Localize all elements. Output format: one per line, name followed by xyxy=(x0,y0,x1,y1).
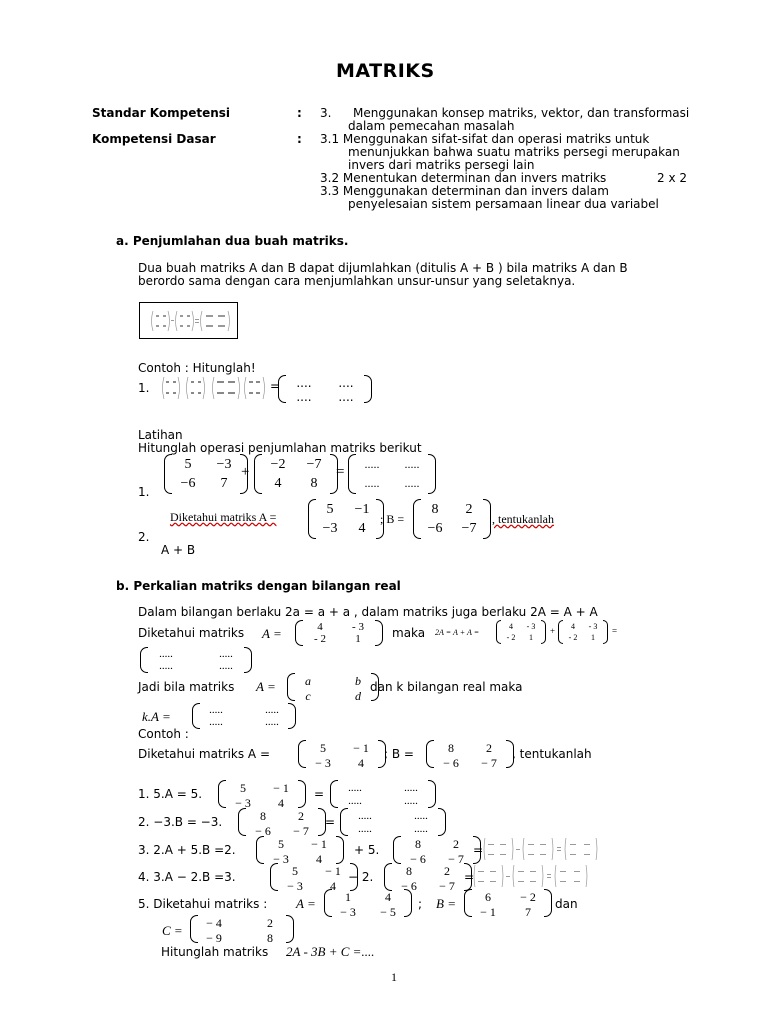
section-b-line2-label: Diketahui matriks xyxy=(138,626,245,640)
q5-a-label: A = xyxy=(296,896,316,911)
matrix-cell: 4 xyxy=(509,622,513,631)
bracket-left xyxy=(218,780,226,808)
matrix-cell: −6 xyxy=(180,475,196,491)
bracket-right xyxy=(428,454,436,494)
matrix-cell: − 3 xyxy=(287,879,303,893)
bracket-left xyxy=(308,499,316,539)
matrix-cell: − 9 xyxy=(206,931,222,945)
q2-equals: = xyxy=(325,815,336,829)
matrix-cell: 4 xyxy=(330,879,336,893)
matrix-cell: - 2 xyxy=(568,633,578,642)
section-a-para-line1: Dua buah matriks A dan B dapat dijumlahkan (ditulis A + B ) bila matriks A dan B xyxy=(138,261,628,275)
bracket-left xyxy=(278,375,286,403)
matrix-cell: 1 xyxy=(355,633,361,645)
q2-answer xyxy=(340,808,446,836)
matrix-cells xyxy=(563,620,603,644)
matrix-cell: ..... xyxy=(358,809,372,822)
matrix-cell: ..... xyxy=(219,660,233,672)
matrix-cell: 5 xyxy=(278,837,284,851)
exercise-1-matrix-1 xyxy=(164,454,248,494)
matrix-cell: − 2 xyxy=(520,890,536,904)
matrix-cell: ..... xyxy=(159,660,173,672)
matrix-cells xyxy=(434,740,506,768)
ka-dots-matrix xyxy=(192,703,296,729)
bracket-right xyxy=(244,647,252,673)
section-a-heading: a. Penjumlahan dua buah matriks. xyxy=(116,234,349,248)
q1-equals: = xyxy=(314,787,325,801)
bracket-left xyxy=(270,863,278,891)
bracket-left xyxy=(393,836,401,864)
matrix-cell: 8 xyxy=(406,864,412,878)
exercise-1-matrix-2 xyxy=(254,454,338,494)
q4-matrix-b xyxy=(384,863,475,893)
matrix-cell: 5 xyxy=(292,864,298,878)
matrix-cells xyxy=(278,863,350,891)
kd1-line2: menunjukkan bahwa suatu matriks persegi merupakan xyxy=(348,145,680,159)
bracket-left xyxy=(256,836,264,864)
kd3-line1: 3.3 Menggunakan determinan dan invers dalam xyxy=(320,184,609,198)
kd3-line2: penyelesaian sistem persamaan linear dua variabel xyxy=(348,197,659,211)
dots-matrix xyxy=(140,647,252,673)
q5-c-label: C = xyxy=(162,923,183,938)
bracket-left xyxy=(426,740,434,768)
q3-plus-5: + 5. xyxy=(354,843,380,857)
matrix-cells xyxy=(472,889,544,917)
matrix-cell: 5 xyxy=(240,781,246,795)
matrix-cells xyxy=(264,836,336,864)
matrix-cell: 8 xyxy=(267,931,273,945)
matrix-cell: ..... xyxy=(209,704,223,716)
bracket-left xyxy=(324,889,332,917)
matrix-cell: 1 xyxy=(591,633,595,642)
matrix-cell: .... xyxy=(296,376,312,390)
matrix-cell: −2 xyxy=(270,456,286,472)
matrix-cell: 1 xyxy=(529,633,533,642)
bracket-left xyxy=(140,647,148,673)
matrix-cells xyxy=(306,740,378,768)
latihan-label: Latihan xyxy=(138,428,183,442)
contoh-label: Contoh : xyxy=(138,727,189,741)
bracket-right xyxy=(336,836,344,864)
bracket-right xyxy=(286,915,294,943)
matrix-cell: 4 xyxy=(358,756,364,770)
matrix-cell: 5 xyxy=(326,501,334,517)
formula-figure-box xyxy=(139,302,238,339)
q3-equals: = xyxy=(473,843,484,857)
expr-2a: 2A = A + A = xyxy=(435,628,480,637)
exercise-2-number: 2. xyxy=(138,530,150,544)
matrix-cell: −3 xyxy=(322,520,338,536)
diketahui-text: Diketahui matriks A = xyxy=(138,747,271,761)
matrix-cell: ..... xyxy=(348,781,362,794)
matrix-cell: 6 xyxy=(485,890,491,904)
kd2-size: 2 x 2 xyxy=(657,171,687,185)
page-number: 1 xyxy=(391,970,397,984)
matrix-cell: −3 xyxy=(216,456,232,472)
q4-text: 4. 3.A − 2.B =3. xyxy=(138,870,236,884)
sk-number: 3. xyxy=(320,106,332,120)
bracket-left xyxy=(298,740,306,768)
matrix-cell: − 7 xyxy=(448,852,464,866)
matrix-cell: 8 xyxy=(415,837,421,851)
sk-label: Standar Kompetensi xyxy=(92,106,231,120)
bracket-left xyxy=(413,499,421,539)
matrix-cell: − 7 xyxy=(293,824,309,838)
matrix-sum-formula-image xyxy=(140,303,237,338)
matrix-cell: 4 xyxy=(274,475,282,491)
q3-matrix-b xyxy=(393,836,484,866)
section-a-para-line2: berordo sama dengan cara menjumlahkan unsur-unsur yang seletaknya. xyxy=(138,274,576,288)
example-matrices-image xyxy=(158,374,268,402)
q3-text: 3. 2.A + 5.B =2. xyxy=(138,843,236,857)
matrix-cell: − 6 xyxy=(410,852,426,866)
matrix-cell: ..... xyxy=(219,648,233,660)
bracket-left xyxy=(464,889,472,917)
q1-matrix-a xyxy=(218,780,306,808)
section-b-line1: Dalam bilangan berlaku 2a = a + a , dalam matriks juga berlaku 2A = A + A xyxy=(138,605,598,619)
matrix-cell: 2 xyxy=(267,916,273,930)
matrix-cell: ..... xyxy=(348,794,362,807)
matrix-cell: ..... xyxy=(358,822,372,835)
matrix-cell: ..... xyxy=(404,457,420,471)
matrix-cell: 7 xyxy=(220,475,228,491)
matrix-cell: a xyxy=(305,674,311,688)
matrix-cell: ..... xyxy=(404,794,418,807)
matrix-cell: − 1 xyxy=(480,905,496,919)
contoh-sep-b: ; B = xyxy=(384,747,414,761)
matrix-cell: 5 xyxy=(320,741,326,755)
exercise-2-tail: , tentukanlah xyxy=(492,512,554,526)
matrix-cell: − 6 xyxy=(401,879,417,893)
matrix-cell: .... xyxy=(338,376,354,390)
example-number: 1. xyxy=(138,381,150,395)
page-title: MATRIKS xyxy=(336,60,435,82)
matrix-cell: ..... xyxy=(209,716,223,728)
matrix-cell: c xyxy=(305,689,311,703)
matrix-cell: - 2 xyxy=(314,633,326,645)
matrix-cell: .... xyxy=(338,390,354,404)
matrix-a xyxy=(295,620,383,646)
q5-matrix-b xyxy=(464,889,552,917)
expr-matrix-2 xyxy=(558,620,608,644)
matrix-cell: ..... xyxy=(265,704,279,716)
matrix-cells xyxy=(356,454,428,494)
matrix-cell: − 1 xyxy=(311,837,327,851)
bracket-left xyxy=(340,808,348,836)
matrix-cell: ..... xyxy=(404,781,418,794)
sk-colon: : xyxy=(297,106,302,120)
exercise-2-text: Diketahui matriks A = xyxy=(170,510,277,524)
q2-text: 2. −3.B = −3. xyxy=(138,815,223,829)
section-b-heading: b. Perkalian matriks dengan bilangan real xyxy=(116,579,401,593)
matrix-cell: 4 xyxy=(317,621,323,633)
matrix-cells xyxy=(286,375,364,403)
matrix-cell: ..... xyxy=(414,809,428,822)
hitung-expression: 2A - 3B + C =.... xyxy=(286,944,375,959)
bracket-left xyxy=(190,915,198,943)
matrix-cell: .... xyxy=(296,390,312,404)
expr-matrix-1 xyxy=(496,620,546,644)
hitung-label: Hitunglah matriks xyxy=(161,945,269,959)
matrix-cells xyxy=(246,808,318,836)
matrix-cells xyxy=(401,836,473,864)
expr-plus: + xyxy=(550,626,556,636)
exercise-2-matrix-b xyxy=(413,499,491,539)
matrix-cell: 8 xyxy=(448,741,454,755)
example-equals: = xyxy=(270,379,281,393)
bracket-right xyxy=(288,703,296,729)
matrix-cell: 7 xyxy=(525,905,531,919)
matrix-cell: −7 xyxy=(461,520,477,536)
q4-work-matrices xyxy=(472,863,594,889)
expr-equals: = xyxy=(612,626,618,636)
exercise-2-matrix-a xyxy=(308,499,384,539)
bracket-left xyxy=(192,703,200,729)
matrix-cells xyxy=(348,808,438,836)
matrix-cell: − 1 xyxy=(353,741,369,755)
q1-text: 1. 5.A = 5. xyxy=(138,787,203,801)
matrix-cell: − 1 xyxy=(325,864,341,878)
matrix-cells xyxy=(332,889,404,917)
q5-b-label: B = xyxy=(436,896,456,911)
contoh-matrix-a xyxy=(298,740,386,768)
bracket-left xyxy=(287,673,295,701)
contoh-tentukan: , tentukanlah xyxy=(512,747,592,761)
latihan-instruction: Hitunglah operasi penjumlahan matriks berikut xyxy=(138,441,422,455)
q4-matrix-a xyxy=(270,863,358,891)
matrix-cell: −6 xyxy=(427,520,443,536)
matrix-cell: 2 xyxy=(444,864,450,878)
exercise-1-plus: + xyxy=(241,464,250,480)
matrix-a-label: A = xyxy=(262,626,282,641)
dan-k-text: dan k bilangan real maka xyxy=(370,680,523,694)
bracket-left xyxy=(384,863,392,891)
matrix-cells xyxy=(316,499,376,539)
matrix-cell: − 3 xyxy=(315,756,331,770)
general-matrix xyxy=(287,673,379,701)
matrix-cell: ..... xyxy=(159,648,173,660)
q3-work-matrices xyxy=(482,836,602,862)
contoh-matrix-b xyxy=(426,740,514,768)
matrix-cell: 2 xyxy=(298,809,304,823)
bracket-right xyxy=(544,889,552,917)
sk-line2: dalam pemecahan masalah xyxy=(348,119,515,133)
bracket-left xyxy=(254,454,262,494)
jadi-label: Jadi bila matriks xyxy=(138,680,235,694)
matrix-cell: ..... xyxy=(364,476,380,490)
kd2-line1: 3.2 Menentukan determinan dan invers matriks xyxy=(320,171,607,185)
matrix-cells xyxy=(303,620,375,646)
q4-minus-2: − 2. xyxy=(348,870,374,884)
q5-matrix-a xyxy=(324,889,412,917)
matrix-cell: − 7 xyxy=(439,879,455,893)
matrix-cell: - 3 xyxy=(526,622,536,631)
matrix-cell: 8 xyxy=(260,809,266,823)
matrix-cell: 2 xyxy=(453,837,459,851)
example-answer-matrix xyxy=(278,375,372,403)
matrix-cells xyxy=(148,647,244,673)
matrix-cell: − 3 xyxy=(273,852,289,866)
bracket-right xyxy=(438,808,446,836)
matrix-cell: - 2 xyxy=(506,633,516,642)
matrix-cell: 4 xyxy=(385,890,391,904)
matrix-cells xyxy=(198,915,286,943)
matrix-cell: − 3 xyxy=(235,796,251,810)
bracket-right xyxy=(603,620,608,644)
matrix-cell: ..... xyxy=(265,716,279,728)
matrix-cell: 2 xyxy=(465,501,473,517)
matrix-cell: b xyxy=(355,674,361,688)
matrix-cells xyxy=(226,780,298,808)
matrix-cell: −7 xyxy=(306,456,322,472)
matrix-cells xyxy=(295,673,371,701)
bracket-right xyxy=(404,889,412,917)
q5-matrix-c xyxy=(190,915,294,943)
matrix-cell: ..... xyxy=(364,457,380,471)
matrix-cell: 1 xyxy=(345,890,351,904)
bracket-right xyxy=(298,780,306,808)
bracket-left xyxy=(295,620,303,646)
ka-label: k.A = xyxy=(142,709,171,724)
matrix-cell: ..... xyxy=(404,476,420,490)
bracket-left xyxy=(238,808,246,836)
matrix-cells xyxy=(421,499,483,539)
exercise-2-separator: ; B = xyxy=(380,512,405,526)
q5-separator: ; xyxy=(418,897,423,911)
matrix-cell: d xyxy=(355,689,361,703)
matrix-a-label-2: A = xyxy=(256,679,276,694)
q5-dan: dan xyxy=(555,897,578,911)
bracket-right xyxy=(364,375,372,403)
bracket-right xyxy=(375,620,383,646)
matrix-cell: - 3 xyxy=(352,621,364,633)
matrix-cell: 2 xyxy=(486,741,492,755)
matrix-cell: − 7 xyxy=(481,756,497,770)
bracket-right xyxy=(483,499,491,539)
kd1-line1: 3.1 Menggunakan sifat-sifat dan operasi matriks untuk xyxy=(320,132,650,146)
q4-equals: = xyxy=(464,870,475,884)
matrix-cell: − 4 xyxy=(206,916,222,930)
kd-label: Kompetensi Dasar xyxy=(92,132,216,146)
example-heading: Contoh : Hitunglah! xyxy=(138,361,256,375)
matrix-cell: − 5 xyxy=(380,905,396,919)
q2-matrix-b xyxy=(238,808,326,836)
bracket-left xyxy=(164,454,172,494)
bracket-right xyxy=(541,620,546,644)
kd1-line3: invers dari matriks persegi lain xyxy=(348,158,535,172)
matrix-cells xyxy=(262,454,330,494)
q3-matrix-a xyxy=(256,836,344,864)
matrix-cell: − 1 xyxy=(273,781,289,795)
matrix-cell: 4 xyxy=(358,520,366,536)
matrix-cell: − 6 xyxy=(255,824,271,838)
matrix-cell: −1 xyxy=(354,501,370,517)
exercise-2-question: A + B xyxy=(161,543,196,557)
bracket-right xyxy=(428,780,436,808)
matrix-cells xyxy=(338,780,428,808)
q1-answer xyxy=(330,780,436,808)
matrix-cell: 8 xyxy=(431,501,439,517)
bracket-left xyxy=(348,454,356,494)
matrix-cell: 8 xyxy=(310,475,318,491)
matrix-cell: 4 xyxy=(278,796,284,810)
kd-colon: : xyxy=(297,132,302,146)
matrix-cell: 4 xyxy=(571,622,575,631)
q5-text: 5. Diketahui matriks : xyxy=(138,897,268,911)
matrix-cell: 4 xyxy=(316,852,322,866)
matrix-cell: - 3 xyxy=(588,622,598,631)
matrix-cells xyxy=(392,863,464,891)
matrix-cells xyxy=(172,454,240,494)
matrix-cells xyxy=(501,620,541,644)
exercise-1-equals: = xyxy=(336,464,345,480)
exercise-1-number: 1. xyxy=(138,485,150,499)
matrix-cell: − 6 xyxy=(443,756,459,770)
matrix-cell: ..... xyxy=(414,822,428,835)
matrix-cell: 5 xyxy=(184,456,192,472)
sk-line1: Menggunakan konsep matriks, vektor, dan transformasi xyxy=(353,106,690,120)
bracket-left xyxy=(330,780,338,808)
matrix-cells xyxy=(200,703,288,729)
matrix-cell: − 3 xyxy=(340,905,356,919)
exercise-1-answer-matrix xyxy=(348,454,436,494)
maka-label: maka xyxy=(392,626,426,640)
